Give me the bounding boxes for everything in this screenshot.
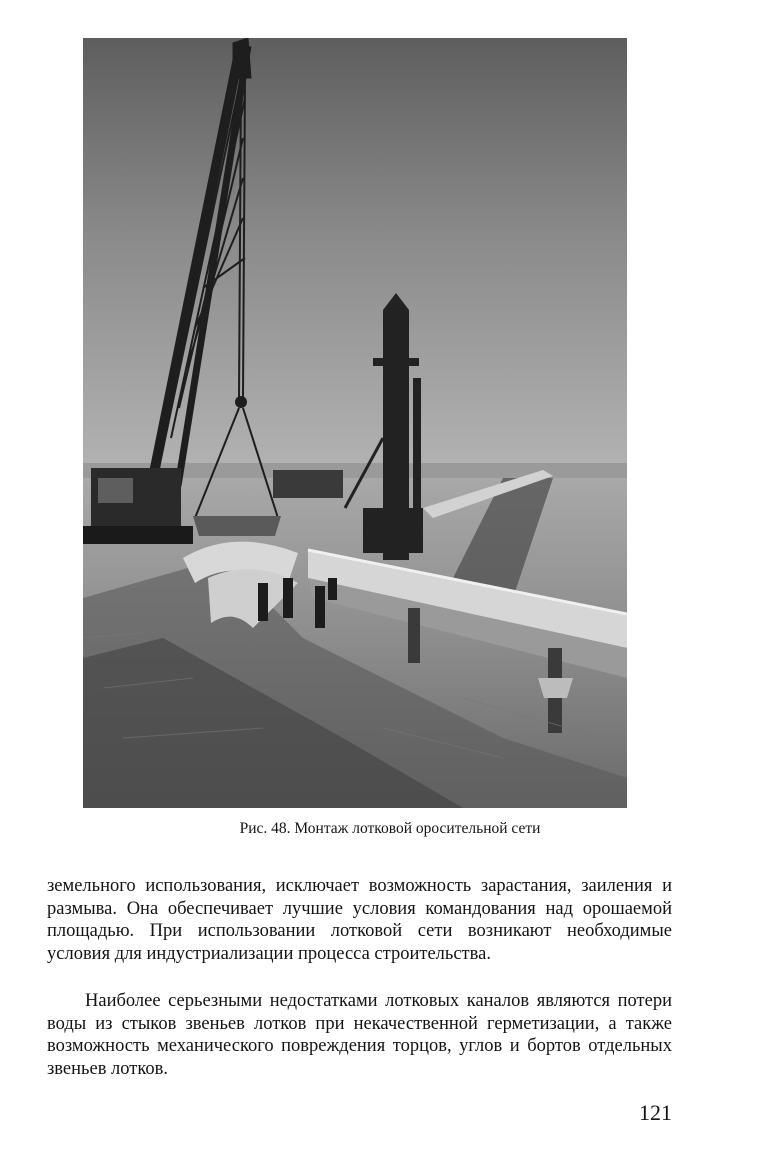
figure-caption: Рис. 48. Монтаж лотковой оросительной сети — [239, 820, 541, 837]
body-paragraph-1: земельного использования, исключает возможность зарастания, заиления и размыва. Она обеспечивает лучшие условия командования над орошаемой площадью. При использовании лотковой сети возникают необходимые условия для индустриализации процесса строительства. — [47, 876, 672, 964]
body-paragraph-2: Наиболее серьезными недостатками лотковых каналов являются потери воды из стыков звеньев лотков при некачественной герметизации, а также возможность механического повреждения торцов, углов и бортов отдельных звеньев лотков. — [47, 991, 672, 1079]
page-number: 121 — [639, 1100, 672, 1125]
crane-flume-photo — [83, 38, 627, 808]
figure-photo — [83, 38, 627, 808]
